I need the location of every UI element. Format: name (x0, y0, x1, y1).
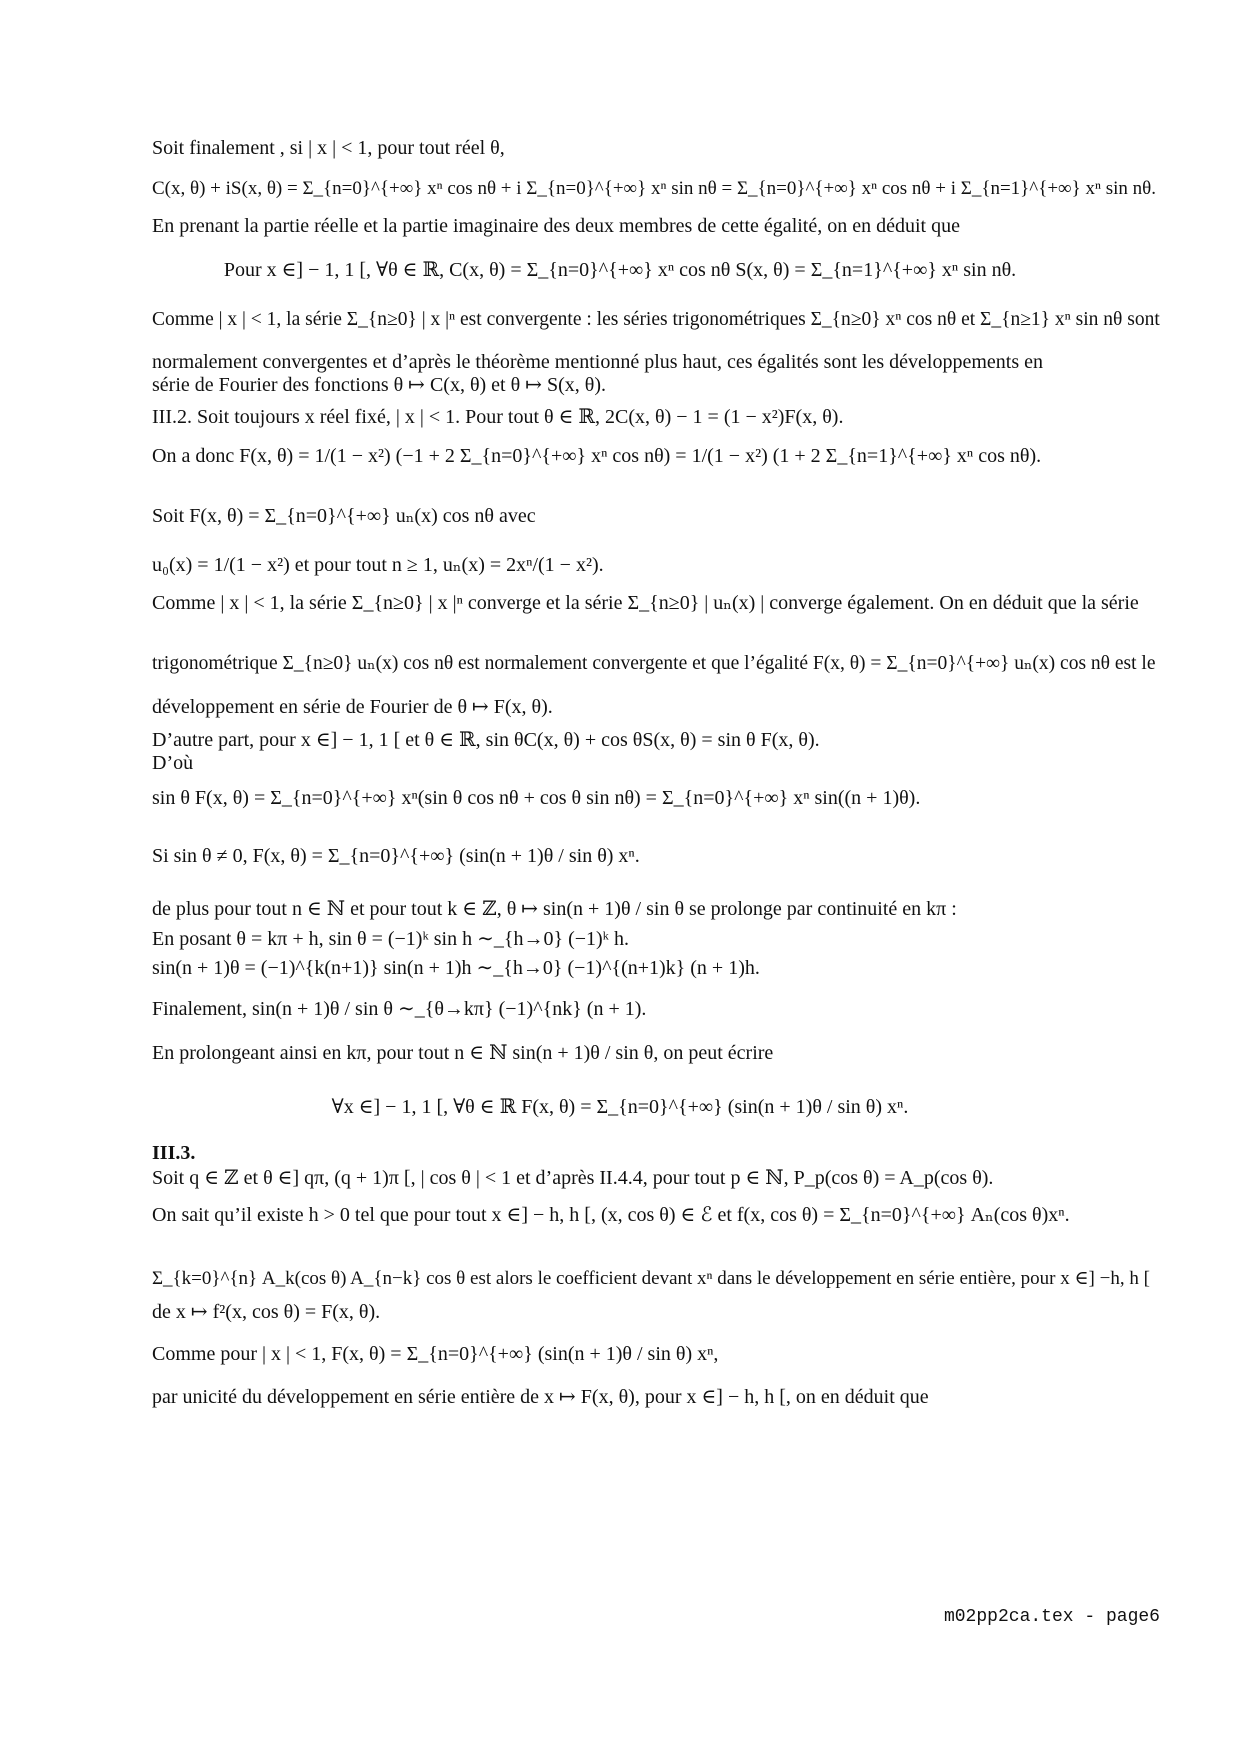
equation-line-17: sin θ F(x, θ) = Σ_{n=0}^{+∞} xⁿ(sin θ cos nθ + cos θ sin nθ) = Σ_{n=0}^{+∞} xⁿ sin((n + 1)θ). (152, 787, 921, 809)
equation-line-24: ∀x ∈] − 1, 1 [, ∀θ ∈ ℝ F(x, θ) = Σ_{n=0}^{+∞} (sin(n + 1)θ / sin θ) xⁿ. (331, 1096, 909, 1118)
text-line-12: Comme | x | < 1, la série Σ_{n≥0} | x |ⁿ converge et la série Σ_{n≥0} | uₙ(x) | converge également. On en déduit que la série (152, 592, 1139, 614)
text-line-28: Σ_{k=0}^{n} A_k(cos θ) A_{n−k} cos θ est alors le coefficient devant xⁿ dans le développement en série entière, pour x ∈] −h, h [ (152, 1268, 1150, 1289)
equation-line-4: Pour x ∈] − 1, 1 [, ∀θ ∈ ℝ, C(x, θ) = Σ_{n=0}^{+∞} xⁿ cos nθ S(x, θ) = Σ_{n=1}^{+∞} xⁿ sin nθ. (223, 259, 1017, 281)
equation-line-22: Finalement, sin(n + 1)θ / sin θ ∼_{θ→kπ} (−1)^{nk} (n + 1). (152, 998, 647, 1020)
text-line-31: par unicité du développement en série entière de x ↦ F(x, θ), pour x ∈] − h, h [, on en déduit que (152, 1386, 929, 1408)
equation-line-9: On a donc F(x, θ) = 1/(1 − x²) (−1 + 2 Σ_{n=0}^{+∞} xⁿ cos nθ) = 1/(1 − x²) (1 + 2 Σ_{n=1}^{+∞} xⁿ cos nθ). (152, 445, 1042, 467)
equation-line-21: sin(n + 1)θ = (−1)^{k(n+1)} sin(n + 1)h ∼_{h→0} (−1)^{(n+1)k} (n + 1)h. (152, 957, 760, 979)
section-heading-iii-3: III.3. (152, 1142, 196, 1164)
equation-line-11: u₀(x) = 1/(1 − x²) et pour tout n ≥ 1, uₙ(x) = 2xⁿ/(1 − x²). (152, 554, 604, 576)
text-line-16: D’où (152, 752, 194, 774)
equation-line-30: Comme pour | x | < 1, F(x, θ) = Σ_{n=0}^{+∞} (sin(n + 1)θ / sin θ) xⁿ, (152, 1343, 719, 1365)
text-line-14: développement en série de Fourier de θ ↦ F(x, θ). (152, 696, 553, 718)
text-line-1: Soit finalement , si | x | < 1, pour tout réel θ, (152, 137, 505, 159)
equation-line-10: Soit F(x, θ) = Σ_{n=0}^{+∞} uₙ(x) cos nθ avec (152, 505, 536, 527)
equation-line-20: En posant θ = kπ + h, sin θ = (−1)ᵏ sin h ∼_{h→0} (−1)ᵏ h. (152, 928, 629, 950)
equation-line-27: On sait qu’il existe h > 0 tel que pour tout x ∈] − h, h [, (x, cos θ) ∈ ℰ et f(x, cos θ) = Σ_{n=0}^{+∞} Aₙ(cos θ)xⁿ. (152, 1204, 1070, 1226)
text-line-23: En prolongeant ainsi en kπ, pour tout n ∈ ℕ sin(n + 1)θ / sin θ, on peut écrire (152, 1042, 774, 1064)
text-line-29: de x ↦ f²(x, cos θ) = F(x, θ). (152, 1301, 381, 1323)
text-line-15: D’autre part, pour x ∈] − 1, 1 [ et θ ∈ ℝ, sin θC(x, θ) + cos θS(x, θ) = sin θ F(x, θ). (152, 729, 820, 751)
equation-line-18: Si sin θ ≠ 0, F(x, θ) = Σ_{n=0}^{+∞} (sin(n + 1)θ / sin θ) xⁿ. (152, 845, 640, 867)
text-line-7: série de Fourier des fonctions θ ↦ C(x, θ) et θ ↦ S(x, θ). (152, 374, 606, 396)
text-line-6: normalement convergentes et d’après le théorème mentionné plus haut, ces égalités sont les développements en (152, 351, 1044, 373)
text-line-26: Soit q ∈ ℤ et θ ∈] qπ, (q + 1)π [, | cos θ | < 1 et d’après II.4.4, pour tout p ∈ ℕ, P_p(cos θ) = A_p(cos θ). (152, 1167, 994, 1189)
text-line-3: En prenant la partie réelle et la partie imaginaire des deux membres de cette égalité, on en déduit que (152, 215, 960, 237)
section-line-8: III.2. Soit toujours x réel fixé, | x | < 1. Pour tout θ ∈ ℝ, 2C(x, θ) − 1 = (1 − x²)F(x, θ). (152, 406, 844, 428)
equation-line-2: C(x, θ) + iS(x, θ) = Σ_{n=0}^{+∞} xⁿ cos nθ + i Σ_{n=0}^{+∞} xⁿ sin nθ = Σ_{n=0}^{+∞} xⁿ cos nθ + i Σ_{n=1}^{+∞} xⁿ sin nθ. (152, 178, 1156, 199)
text-line-13: trigonométrique Σ_{n≥0} uₙ(x) cos nθ est normalement convergente et que l’égalité F(x, θ) = Σ_{n=0}^{+∞} uₙ(x) cos nθ est le (152, 653, 1156, 674)
text-line-19: de plus pour tout n ∈ ℕ et pour tout k ∈ ℤ, θ ↦ sin(n + 1)θ / sin θ se prolonge par continuité en kπ : (152, 898, 957, 920)
page-footer: m02pp2ca.tex - page6 (943, 1607, 1160, 1627)
text-line-5: Comme | x | < 1, la série Σ_{n≥0} | x |ⁿ est convergente : les séries trigonométriques Σ_{n≥0} xⁿ cos nθ et Σ_{n≥1} xⁿ sin nθ sont (152, 309, 1160, 330)
